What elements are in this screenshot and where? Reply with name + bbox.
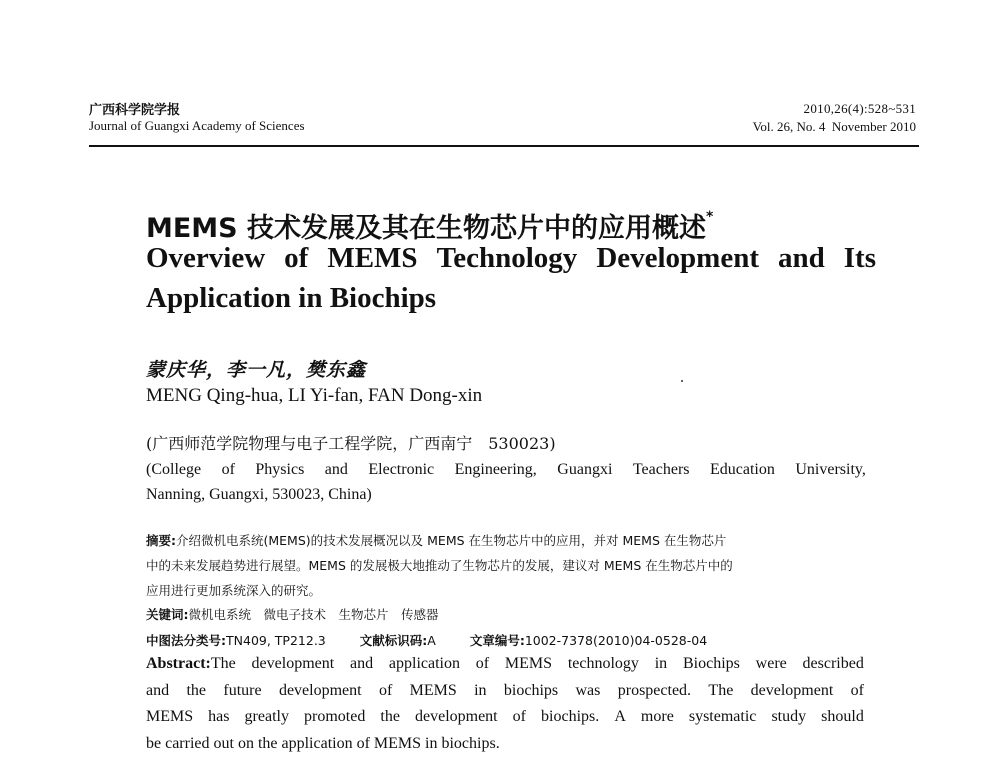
affiliation-cn: (广西师范学院物理与电子工程学院，广西南宁 530023) [146,434,556,453]
word: the [380,708,400,725]
word: promoted [304,708,366,725]
abstract-en-line2 [146,682,864,700]
word: has [208,708,230,725]
word: of [512,708,526,725]
word: Overview [146,242,266,274]
header-rule [89,145,919,147]
word: The [210,655,236,672]
abstract-cn-text-1: 介绍微机电系统(MEMS)的技术发展概况以及 MEMS 在生物芯片中的应用，并对 MEMS 在生物芯片 [176,533,727,548]
abstract-cn-line3: 应用进行更加系统深入的研究。 [146,583,322,598]
word: greatly [244,708,289,725]
word: of [378,682,393,699]
keywords-label: 关键词: [146,607,189,622]
word: of [284,242,309,274]
word: MEMS [409,682,457,699]
word: biochips. [541,708,600,725]
word: MEMS [146,708,194,725]
word: systematic [688,708,757,725]
journal-name-cn: 广西科学院学报 [89,103,181,118]
word: Education [710,461,775,478]
abstract-en-line4: be carried out on the application of MEMS in biochips. [146,735,500,752]
word: development [750,682,834,699]
word: MEMS [504,655,553,672]
affiliation-en-line1 [146,461,866,479]
abstract-cn-label: 摘要: [146,533,176,548]
word: A [614,708,626,725]
word: Engineering, [454,461,537,478]
word: of [221,461,235,478]
word: the [186,682,207,699]
word: should [821,708,864,725]
citation: 2010,26(4):528~531 [803,101,916,116]
word: Its [843,242,876,274]
abstract-cn-content-1 [146,531,726,549]
article-no-label: 文章编号: [469,633,525,648]
doc-code-label: 文献标识码: [359,633,428,648]
abstract-cn-line1 [146,531,862,549]
authors-cn: 蒙庆华，李一凡，樊东鑫 [146,359,367,381]
word: The [708,682,734,699]
classification-line [146,631,707,649]
abstract-en-line3 [146,708,864,726]
word: University, [795,461,866,478]
word: Technology [436,242,578,274]
word: (College [146,461,202,478]
word: Electronic [368,461,435,478]
clc-value: TN409, TP212.3 [226,633,326,648]
word: Guangxi [557,461,613,478]
clc-label: 中图法分类号: [146,633,226,648]
volume-date [753,119,916,135]
word: development [414,708,498,725]
word: Physics [255,461,305,478]
doc-code-value: A [427,633,436,648]
word: was [575,682,601,699]
word: in [654,655,668,672]
authors-en: MENG Qing-hua, LI Yi-fan, FAN Dong-xin [146,385,483,406]
word: and [349,655,374,672]
word: and [146,682,170,699]
abstract-cn-text-2: 中的未来发展趋势进行展望。MEMS 的发展极大地推动了生物芯片的发展，建议对 MEMS 在生物芯片中的 [146,558,733,573]
abstract-cn-line2 [146,556,862,574]
word: future [223,682,262,699]
title-cn [146,206,713,245]
title-en-line2: Application in Biochips [146,282,437,314]
word: described [802,655,864,672]
word: prospected. [617,682,692,699]
abstract-en-line1 [146,655,864,673]
word: study [771,708,807,725]
article-no-value: 1002-7378(2010)04-0528-04 [524,633,708,648]
word: biochips [503,682,559,699]
word: development [251,655,335,672]
volume: Vol. 26, No. 4 [752,119,826,134]
word: and [324,461,348,478]
abstract-en-lead [146,655,236,673]
word: Teachers [632,461,690,478]
word: were [755,655,787,672]
issue-date: November 2010 [831,119,916,134]
abstract-en-label: Abstract: [146,655,211,672]
word: MEMS [327,242,418,274]
word: of [850,682,864,699]
word: Development [596,242,759,274]
word: more [640,708,674,725]
word: and [778,242,825,274]
word: technology [567,655,639,672]
title-cn-text: MEMS 技术发展及其在生物芯片中的应用概述 [146,213,707,244]
word: of [475,655,490,672]
speck [681,380,683,382]
word: Biochips [682,655,740,672]
word: development [278,682,362,699]
keywords-items: 微机电系统 微电子技术 生物芯片 传感器 [188,607,439,622]
word: application [388,655,460,672]
affiliation-en-line2: Nanning, Guangxi, 530023, China) [146,486,372,503]
keywords [146,605,439,623]
journal-name-en: Journal of Guangxi Academy of Sciences [89,118,305,133]
word: in [474,682,487,699]
title-en-line1 [146,242,876,275]
footnote-mark: * [706,209,714,225]
